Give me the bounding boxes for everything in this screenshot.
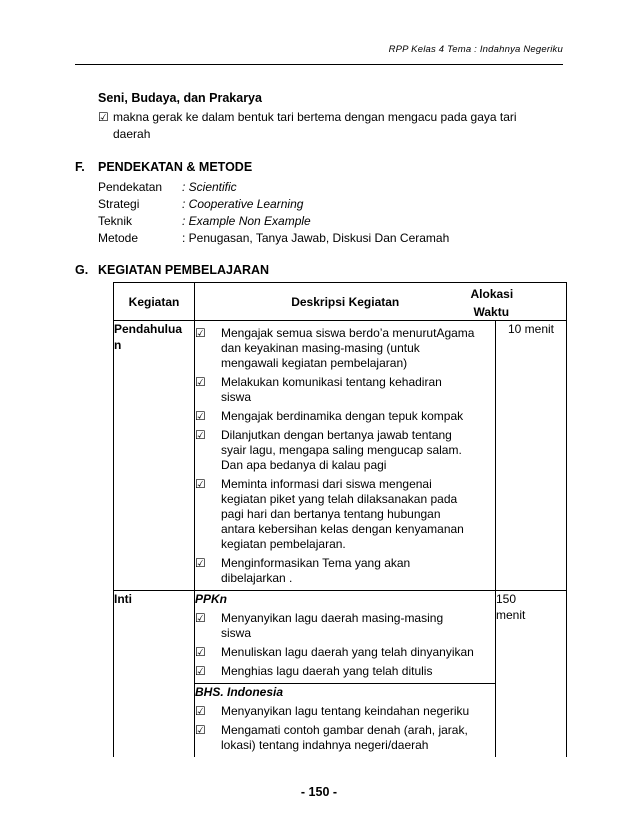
pendahuluan-desc-cell	[195, 321, 496, 591]
list-item-line: pagi hari dan bertanya tentang hubungan	[221, 507, 441, 521]
list-item-line: kegiatan pembelajaran.	[221, 537, 346, 551]
list-item-line: Mengajak semua siswa berdo’a menurutAgama	[221, 326, 475, 340]
section-f-title: PENDEKATAN & METODE	[98, 160, 253, 174]
metode-label: Metode	[98, 231, 139, 245]
list-item	[195, 723, 495, 753]
kegiatan-table	[113, 282, 567, 757]
strategi-label: Strategi	[98, 197, 140, 211]
list-item	[195, 428, 495, 473]
table-row-pendahuluan	[114, 321, 567, 591]
sbdp-title: Seni, Budaya, dan Prakarya	[98, 91, 262, 105]
list-item-line: lokasi) tentang indahnya negeri/daerah	[221, 738, 429, 752]
list-item-line: Mengajak berdinamika dengan tepuk kompak	[221, 409, 464, 423]
checkbox-icon: ☑	[195, 611, 206, 625]
list-item-line: antara kebersihan kelas dengan kenyamanan	[221, 522, 464, 536]
sbdp-item-line1: makna gerak ke dalam bentuk tari bertema dengan mengacu pada gaya tari	[113, 110, 517, 124]
list-item	[195, 326, 495, 371]
bind-list	[195, 704, 495, 753]
list-item	[195, 664, 495, 679]
section-g-letter: G.	[75, 263, 89, 277]
strategi-value: : Cooperative Learning	[182, 197, 304, 211]
checkbox-icon: ☑	[195, 477, 206, 491]
list-item-line: Dan apa bedanya di kalau pagi	[221, 458, 387, 472]
list-item-line: Mengamati contoh gambar denah (arah, jarak,	[221, 723, 468, 737]
sbdp-item-line2: daerah	[113, 127, 151, 141]
teknik-value: : Example Non Example	[182, 214, 311, 228]
list-item-line: Menyanyikan lagu tentang keindahan negeriku	[221, 704, 470, 718]
list-item	[195, 611, 495, 641]
list-item	[195, 704, 495, 719]
list-item-line: Menginformasikan Tema yang akan	[221, 556, 411, 570]
pendahuluan-list	[195, 326, 495, 586]
checkbox-icon: ☑	[195, 375, 206, 389]
pendahuluan-label-cell: Pendahulua n	[114, 321, 195, 591]
header-kegiatan: Kegiatan	[114, 283, 195, 321]
header-rule	[75, 64, 563, 65]
list-item-line: mengawali kegiatan pembelajaran)	[221, 356, 408, 370]
header-alokasi: Alokasi Waktu	[496, 283, 567, 321]
checkbox-icon: ☑	[195, 556, 206, 570]
metode-value: : Penugasan, Tanya Jawab, Diskusi Dan Ceramah	[182, 231, 450, 245]
pendahuluan-time-cell: 10 menit	[496, 321, 567, 591]
list-item-line: Menyanyikan lagu daerah masing-masing	[221, 611, 444, 625]
list-item	[195, 409, 495, 424]
teknik-label: Teknik	[98, 214, 133, 228]
bind-cell	[195, 684, 496, 758]
checkbox-icon: ☑	[195, 409, 206, 423]
checkbox-icon: ☑	[195, 326, 206, 340]
bind-title: BHS. Indonesia	[195, 685, 284, 699]
checkbox-icon: ☑	[195, 664, 206, 678]
ppkn-title: PPKn	[195, 592, 228, 606]
inti-label-cell: Inti	[114, 591, 195, 758]
pendekatan-label: Pendekatan	[98, 180, 163, 194]
checkbox-icon: ☑	[195, 704, 206, 718]
list-item-line: syair lagu, mengapa saling mengucap salam.	[221, 443, 462, 457]
list-item-line: siswa	[221, 626, 252, 640]
list-item-line: dibelajarkan .	[221, 571, 293, 585]
list-item-line: Dilanjutkan dengan bertanya jawab tentang	[221, 428, 452, 442]
checkbox-icon: ☑	[98, 110, 109, 124]
header-deskripsi: Deskripsi Kegiatan	[195, 283, 496, 321]
table-header-row	[114, 283, 567, 321]
list-item	[195, 556, 495, 586]
section-g-title: KEGIATAN PEMBELAJARAN	[98, 263, 270, 277]
running-header: RPP Kelas 4 Tema : Indahnya Negeriku	[388, 44, 563, 55]
list-item-line: Melakukan komunikasi tentang kehadiran	[221, 375, 442, 389]
section-f-letter: F.	[75, 160, 85, 174]
list-item-line: Menuliskan lagu daerah yang telah dinyanyikan	[221, 645, 474, 659]
list-item	[195, 645, 495, 660]
page-number: - 150 -	[300, 785, 338, 799]
list-item-line: Meminta informasi dari siswa mengenai	[221, 477, 432, 491]
pendekatan-value: : Scientific	[182, 180, 237, 194]
list-item-line: dan keyakinan masing-masing (untuk	[221, 341, 420, 355]
list-item	[195, 477, 495, 552]
checkbox-icon: ☑	[195, 723, 206, 737]
checkbox-icon: ☑	[195, 428, 206, 442]
checkbox-icon: ☑	[195, 645, 206, 659]
ppkn-cell	[195, 591, 496, 684]
list-item	[195, 375, 495, 405]
list-item-line: Menghias lagu daerah yang telah ditulis	[221, 664, 433, 678]
list-item-line: kegiatan piket yang telah dilaksanakan pada	[221, 492, 458, 506]
table-row-inti	[114, 591, 567, 684]
list-item-line: siswa	[221, 390, 252, 404]
inti-time-cell: 150 menit	[496, 591, 567, 758]
ppkn-list	[195, 611, 495, 679]
